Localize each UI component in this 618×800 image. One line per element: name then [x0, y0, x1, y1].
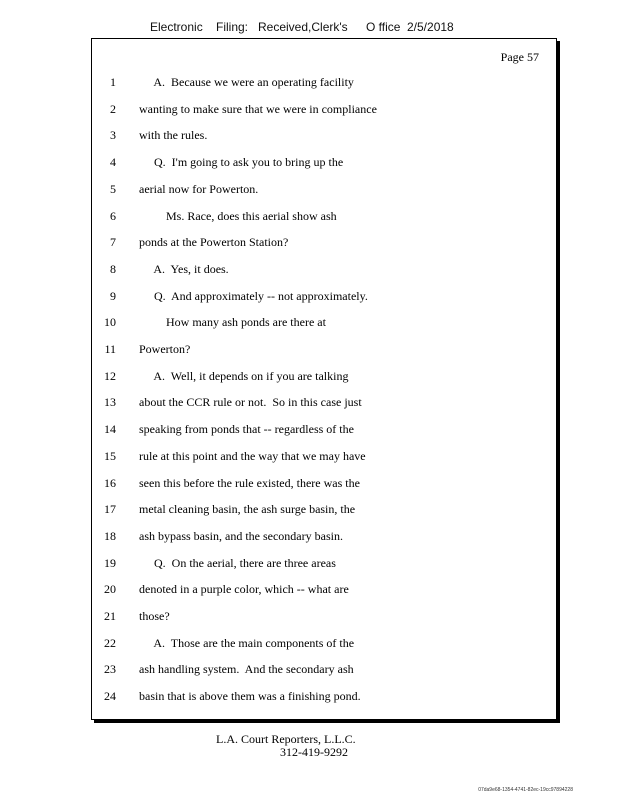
transcript-line: [0, 500, 618, 518]
line-text: Q. I'm going to ask you to bring up the: [139, 155, 344, 169]
stamp-word: 2/5/2018: [407, 20, 454, 34]
line-text: basin that is above them was a finishing pond.: [139, 689, 361, 703]
line-number: 16: [104, 476, 116, 490]
reporter-company: L.A. Court Reporters, L.L.C.: [216, 732, 356, 746]
line-number: 2: [110, 102, 116, 116]
document-id: 07da9e68-1354-4741-82ec-19cc97894228: [478, 787, 573, 793]
line-text: aerial now for Powerton.: [139, 182, 259, 196]
transcript-line: [0, 260, 618, 278]
line-text: A. Yes, it does.: [139, 262, 229, 276]
stamp-word: O ffice: [366, 20, 401, 34]
stamp-word: Filing:: [216, 20, 249, 34]
line-text: ponds at the Powerton Station?: [139, 235, 289, 249]
line-text: How many ash ponds are there at: [139, 315, 326, 329]
page-number: Page 57: [500, 50, 539, 64]
line-number: 10: [104, 315, 116, 329]
line-text: Q. On the aerial, there are three areas: [139, 556, 336, 570]
line-number: 15: [104, 449, 116, 463]
line-number: 6: [110, 209, 116, 223]
transcript-line: [0, 607, 618, 625]
transcript-line: [0, 233, 618, 251]
line-text: rule at this point and the way that we may have: [139, 449, 366, 463]
transcript-line: [0, 420, 618, 438]
transcript-line: [0, 73, 618, 91]
transcript-line: [0, 153, 618, 171]
transcript-line: [0, 207, 618, 225]
line-text: with the rules.: [139, 128, 208, 142]
transcript-line: [0, 634, 618, 652]
line-text: about the CCR rule or not. So in this case just: [139, 395, 362, 409]
line-text: ash bypass basin, and the secondary basin.: [139, 529, 343, 543]
line-number: 21: [104, 609, 116, 623]
transcript-line: [0, 554, 618, 572]
transcript-line: [0, 180, 618, 198]
transcript-line: [0, 580, 618, 598]
transcript-line: [0, 100, 618, 118]
line-number: 14: [104, 422, 116, 436]
line-number: 23: [104, 662, 116, 676]
transcript-line: [0, 687, 618, 705]
stamp-word: Electronic: [150, 20, 203, 34]
transcript-line: [0, 527, 618, 545]
line-number: 17: [104, 502, 116, 516]
line-text: speaking from ponds that -- regardless of the: [139, 422, 354, 436]
line-number: 12: [104, 369, 116, 383]
transcript-line: [0, 447, 618, 465]
line-number: 5: [110, 182, 116, 196]
line-text: denoted in a purple color, which -- what are: [139, 582, 349, 596]
line-text: wanting to make sure that we were in compliance: [139, 102, 377, 116]
line-text: seen this before the rule existed, there was the: [139, 476, 360, 490]
line-text: those?: [139, 609, 170, 623]
line-number: 24: [104, 689, 116, 703]
line-number: 1: [110, 75, 116, 89]
line-number: 9: [110, 289, 116, 303]
transcript-line: [0, 367, 618, 385]
line-text: ash handling system. And the secondary ash: [139, 662, 354, 676]
line-text: Powerton?: [139, 342, 191, 356]
stamp-word: Received,Clerk's: [258, 20, 348, 34]
line-text: A. Those are the main components of the: [139, 636, 355, 650]
filing-stamp-header: [0, 19, 618, 35]
line-text: Q. And approximately -- not approximately.: [139, 289, 368, 303]
line-number: 8: [110, 262, 116, 276]
line-number: 3: [110, 128, 116, 142]
transcript-line: [0, 287, 618, 305]
transcript-line: [0, 126, 618, 144]
reporter-phone: 312-419-9292: [280, 745, 348, 759]
line-number: 22: [104, 636, 116, 650]
transcript-line: [0, 393, 618, 411]
transcript-line: [0, 340, 618, 358]
line-number: 20: [104, 582, 116, 596]
transcript-line: [0, 660, 618, 678]
transcript-line: [0, 313, 618, 331]
line-number: 4: [110, 155, 116, 169]
line-text: A. Because we were an operating facility: [139, 75, 354, 89]
line-number: 13: [104, 395, 116, 409]
line-number: 18: [104, 529, 116, 543]
line-number: 19: [104, 556, 116, 570]
line-text: metal cleaning basin, the ash surge basin, the: [139, 502, 356, 516]
line-text: Ms. Race, does this aerial show ash: [139, 209, 337, 223]
line-number: 11: [104, 342, 116, 356]
line-number: 7: [110, 235, 116, 249]
line-text: A. Well, it depends on if you are talking: [139, 369, 349, 383]
transcript-line: [0, 474, 618, 492]
